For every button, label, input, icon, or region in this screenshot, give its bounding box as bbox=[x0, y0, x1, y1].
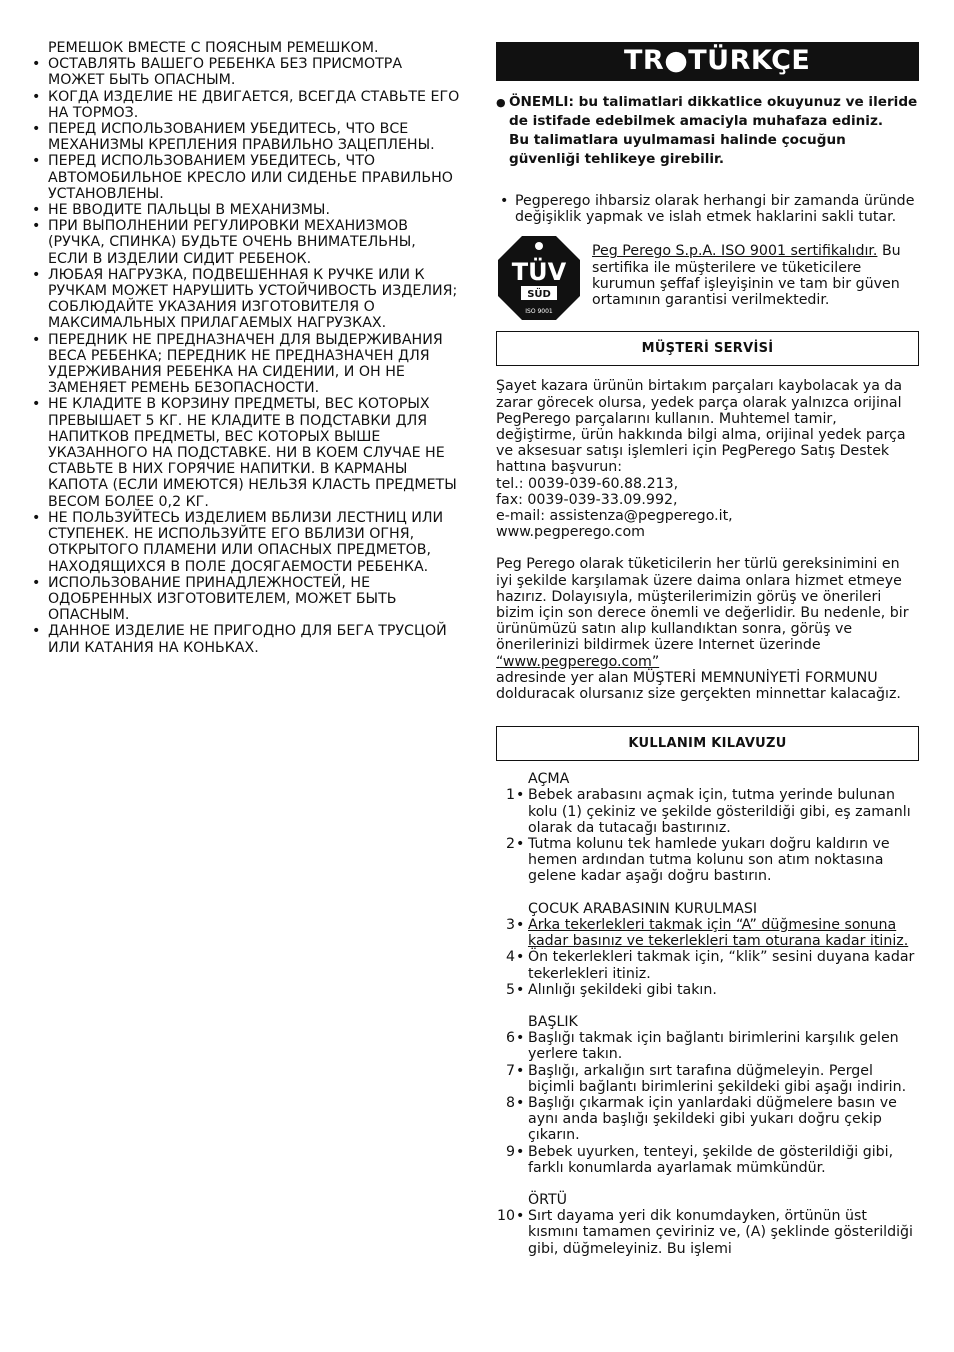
step-1-text: Bebek arabasını açmak için, tutma yerinde bulunan kolu (1) çekiniz ve şekilde gösterildiği gibi, eş zamanlı olarak da tutacağı bastırınız. bbox=[528, 787, 911, 836]
certification-block bbox=[496, 234, 919, 322]
step-4: 4 • Ön tekerlekleri takmak için, “klik” sesini duyana kadar tekerlekleri itiniz. bbox=[505, 949, 915, 982]
step-6-text: Başlığı takmak için bağlantı birimlerini karşılık gelen yerlere takın. bbox=[528, 1030, 899, 1063]
certification-description: Bu sertifika ile müşterilere ve tüketicilere kurumun şeffaf işleyişinin ve tam bir güven ortamının garantisi verilmektedir. bbox=[592, 243, 901, 309]
important-notice bbox=[496, 93, 919, 169]
service-tel: tel.: 0039-039-60.88.213, bbox=[496, 475, 679, 492]
ru-item-9: • НЕ КЛАДИТЕ В КОРЗИНУ ПРЕДМЕТЫ, ВЕС КОТОРЫХ ПРЕВЫШАЕТ 5 КГ. НЕ КЛАДИТЕ В ПОДСТАВКИ ДЛЯ НАПИТКОВ ПРЕДМЕТЫ, ВЕС КОТОРЫХ ВЫШЕ УКАЗАННОГО НА ПОДСТАВКЕ. НИ В КОЕМ СЛУЧАЕ НЕ СТАВЬТЕ В НИХ ГОРЯЧИЕ НАПИТКИ. В КАРМАНЫ КАПОТА (ЕСЛИ ИМЕЮТСЯ) НЕЛЬЗЯ КЛАСТЬ ПРЕДМЕТЫ ВЕСОМ БОЛЕЕ 0,2 КГ. bbox=[20, 396, 460, 509]
russian-safety-column bbox=[20, 40, 460, 656]
ru-item-4: • ПЕРЕД ИСПОЛЬЗОВАНИЕМ УБЕДИТЕСЬ, ЧТО АВТОМОБИЛЬНОЕ КРЕСЛО ИЛИ СИДЕНЬЕ ПРАВИЛЬНО УСТАНОВЛЕНЫ. bbox=[20, 153, 460, 202]
step-7-text: Başlığı, arkalığın sırt tarafına düğmeleyin. Pergel biçimli bağlantı birimlerini şekildeki gibi aşağı indirin. bbox=[528, 1062, 907, 1095]
step-2-text: Tutma kolunu tek hamlede yukarı doğru kaldırın ve hemen ardından tutma kolunu son atım noktasına gelene kadar aşağı doğru bastırın. bbox=[528, 836, 890, 885]
service-website[interactable]: www.pegperego.com bbox=[496, 524, 645, 541]
step-10: 10 • Sırt dayama yeri dik konumdayken, örtünün üst kısmını tamamen çeviriniz ve, (A) şeklinde gösterildiği gibi, düğmeleyiniz. Bu işlemi bbox=[496, 1208, 913, 1257]
svg-text:TÜV: TÜV bbox=[511, 258, 567, 287]
certification-text bbox=[592, 243, 919, 322]
step-7: 7 • Başlığı, arkalığın sırt tarafına düğmeleyin. Pergel biçimli bağlantı birimlerini şekildeki gibi aşağı indirin. bbox=[505, 1062, 907, 1095]
ru-item-12: • ДАННОЕ ИЗДЕЛИЕ НЕ ПРИГОДНО ДЛЯ БЕГА ТРУСЦОЙ ИЛИ КАТАНИЯ НА КОНЬКАХ. bbox=[20, 623, 460, 655]
svg-text:ISO 9001: ISO 9001 bbox=[525, 308, 553, 316]
feedback-link[interactable]: “www.pegperego.com” bbox=[496, 653, 660, 670]
ru-item-11: • ИСПОЛЬЗОВАНИЕ ПРИНАДЛЕЖНОСТЕЙ, НЕ ОДОБРЕННЫХ ИЗГОТОВИТЕЛЕМ, МОЖЕТ БЫТЬ ОПАСНЫМ. bbox=[20, 575, 460, 624]
ru-item-3: • ПЕРЕД ИСПОЛЬЗОВАНИЕМ УБЕДИТЕСЬ, ЧТО ВСЕ МЕХАНИЗМЫ КРЕПЛЕНИЯ ПРАВИЛЬНО ЗАЦЕПЛЕНЫ. bbox=[20, 121, 460, 153]
step-6: 6 • Başlığı takmak için bağlantı birimlerini karşılık gelen yerlere takın. bbox=[505, 1030, 899, 1063]
step-5-text: Alınlığı şekildeki gibi takın. bbox=[528, 981, 717, 998]
modification-notice: • Pegperego ihbarsiz olarak herhangi bir zamanda üründe değişiklik yapmak ve islah etmek haklarini sakli tutar. bbox=[496, 193, 919, 225]
service-email[interactable]: e-mail: assistenza@pegperego.it, bbox=[496, 508, 733, 525]
step-10-text: Sırt dayama yeri dik konumdayken, örtünün üst kısmını tamamen çeviriniz ve, (A) şeklinde gösterildiği gibi, düğmeleyiniz. Bu işlemi bbox=[528, 1208, 913, 1257]
subhead-ortu: ÖRTÜ bbox=[528, 1191, 568, 1208]
feedback-text bbox=[496, 556, 919, 702]
section-title: TR●TÜRKÇE bbox=[496, 42, 919, 81]
feedback-closing: adresinde yer alan MÜŞTERİ MEMNUNİYETİ FORMUNU dolduracak olursanız size gerçekten minnettar kalacağız. bbox=[496, 669, 901, 703]
step-1: 1 • Bebek arabasını açmak için, tutma yerinde bulunan kolu (1) çekiniz ve şekilde gösterildiği gibi, eş zamanlı olarak da tutacağı bastırınız. bbox=[505, 787, 911, 836]
ru-item-2: • КОГДА ИЗДЕЛИЕ НЕ ДВИГАЕТСЯ, ВСЕГДА СТАВЬТЕ ЕГО НА ТОРМОЗ. bbox=[20, 89, 460, 121]
step-8: 8 • Başlığı çıkarmak için yanlardaki düğmelere basın ve aynı anda başlığı şekildeki gibi yukarı doğru çekip çıkarın. bbox=[505, 1094, 897, 1144]
customer-service-header: MÜŞTERİ SERVİSİ bbox=[496, 331, 919, 366]
instructions-list bbox=[496, 771, 919, 1256]
ru-item-0: РЕМЕШОК ВМЕСТЕ С ПОЯСНЫМ РЕМЕШКОМ. bbox=[48, 40, 379, 56]
service-fax: fax: 0039-039-33.09.992, bbox=[496, 491, 678, 508]
feedback-intro: Peg Perego olarak tüketicilerin her türlü gereksinimini en iyi şekilde karşılamak üzere daima onlara hizmet etmeye hazırız. Dolayısıyla, müşterilerimizin görüş ve önerileri bizim için son derece önemli ve değerlidir. Bu nedenle, bir ürünümüzü satın alıp kullandıktan sonra, görüş ve önerilerinizi bildirmek üzere Internet üzerinde bbox=[496, 556, 909, 654]
svg-text:SÜD: SÜD bbox=[527, 289, 551, 301]
service-text: Şayet kazara ürünün birtakım parçaları kaybolacak ya da zarar görecek olursa, yedek parça olarak yalnızca orijinal PegPerego parçalarını kullanın. Muhtemel tamir, değiştirme, ürün hakkında bilgi alma, orijinal yedek parça ve aksesuar satışı işlemleri için PegPerego Satış Destek hattına başvurun: bbox=[496, 378, 906, 476]
important-line-1: ÖNEMLI: bu talimatlari dikkatlice okuyunuz ve ileride de istifade edebilmek amaciyla muhafaza ediniz. bbox=[509, 94, 918, 129]
step-9-text: Bebek uyurken, tenteyi, şekilde de gösterildiği gibi, farklı konumlarda ayarlamak mümkündür. bbox=[528, 1143, 894, 1176]
subhead-acma: AÇMA bbox=[528, 771, 570, 788]
subhead-kurulma: ÇOCUK ARABASININ KURULMASI bbox=[528, 900, 758, 917]
step-5: 5 • Alınlığı şekildeki gibi takın. bbox=[505, 981, 717, 998]
subhead-baslik: BAŞLIK bbox=[528, 1013, 578, 1030]
step-2: 2 • Tutma kolunu tek hamlede yukarı doğru kaldırın ve hemen ardından tutma kolunu son atım noktasına gelene kadar aşağı doğru bastırın. bbox=[505, 836, 890, 885]
ru-item-8: • ПЕРЕДНИК НЕ ПРЕДНАЗНАЧЕН ДЛЯ ВЫДЕРЖИВАНИЯ ВЕСА РЕБЕНКА; ПЕРЕДНИК НЕ ПРЕДНАЗНАЧЕН ДЛЯ УДЕРЖИВАНИЯ РЕБЕНКА НА СИДЕНИИ, И ОН НЕ ЗАМЕНЯЕТ РЕМЕНЬ БЕЗОПАСНОСТИ. bbox=[20, 332, 460, 397]
ru-item-1: • ОСТАВЛЯТЬ ВАШЕГО РЕБЕНКА БЕЗ ПРИСМОТРА МОЖЕТ БЫТЬ ОПАСНЫМ. bbox=[20, 56, 460, 88]
customer-service-section bbox=[496, 378, 919, 702]
ru-item-10: • НЕ ПОЛЬЗУЙТЕСЬ ИЗДЕЛИЕМ ВБЛИЗИ ЛЕСТНИЦ ИЛИ СТУПЕНЕК. НЕ ИСПОЛЬЗУЙТЕ ЕГО ВБЛИЗИ ОГНЯ, ОТКРЫТОГО ПЛАМЕНИ ИЛИ ОПАСНЫХ ПРЕДМЕТОВ, НАХОДЯЩИХСЯ В ПОЛЕ ДОСЯГАЕМОСТИ РЕБЕНКА. bbox=[20, 510, 460, 575]
step-4-text: Ön tekerlekleri takmak için, “klik” sesini duyana kadar tekerlekleri itiniz. bbox=[528, 949, 915, 982]
ru-item-5: • НЕ ВВОДИТЕ ПАЛЬЦЫ В МЕХАНИЗМЫ. bbox=[20, 202, 460, 218]
step-3-text: Arka tekerlekleri takmak için “A” düğmesine sonuna kadar basınız ve tekerlekleri tam oturana kadar itiniz. bbox=[528, 916, 909, 950]
step-3: 3 • Arka tekerlekleri takmak için “A” düğmesine sonuna kadar basınız ve tekerlekleri tam oturana kadar itiniz. bbox=[505, 916, 909, 950]
turkish-column bbox=[496, 42, 919, 1257]
ru-item-6: • ПРИ ВЫПОЛНЕНИИ РЕГУЛИРОВКИ МЕХАНИЗМОВ (РУЧКА, СПИНКА) БУДЬТЕ ОЧЕНЬ ВНИМАТЕЛЬНЫ, ЕСЛИ В ИЗДЕЛИИ СИДИТ РЕБЕНОК. bbox=[20, 218, 460, 267]
step-8-text: Başlığı çıkarmak için yanlardaki düğmelere basın ve aynı anda başlığı şekildeki gibi yukarı doğru çekip çıkarın. bbox=[528, 1094, 897, 1144]
tuv-sud-logo-icon bbox=[496, 234, 582, 322]
important-line-2: Bu talimatlara uyulmamasi halinde çocuğun güvenliği tehlikeye girebilir. bbox=[509, 132, 846, 167]
ru-item-7: • ЛЮБАЯ НАГРУЗКА, ПОДВЕШЕННАЯ К РУЧКЕ ИЛИ К РУЧКАМ МОЖЕТ НАРУШИТЬ УСТОЙЧИВОСТЬ ИЗДЕЛИЯ; СОБЛЮДАЙТЕ УКАЗАНИЯ ИЗГОТОВИТЕЛЯ О МАКСИМАЛЬНЫХ ПРИЛАГАЕМЫХ НАГРУЗКАХ. bbox=[20, 267, 460, 332]
certification-statement: Peg Perego S.p.A. ISO 9001 sertifikalıdır. bbox=[592, 243, 878, 260]
user-manual-header: KULLANIM KILAVUZU bbox=[496, 726, 919, 761]
step-9: 9 • Bebek uyurken, tenteyi, şekilde de gösterildiği gibi, farklı konumlarda ayarlamak mümkündür. bbox=[505, 1143, 894, 1176]
